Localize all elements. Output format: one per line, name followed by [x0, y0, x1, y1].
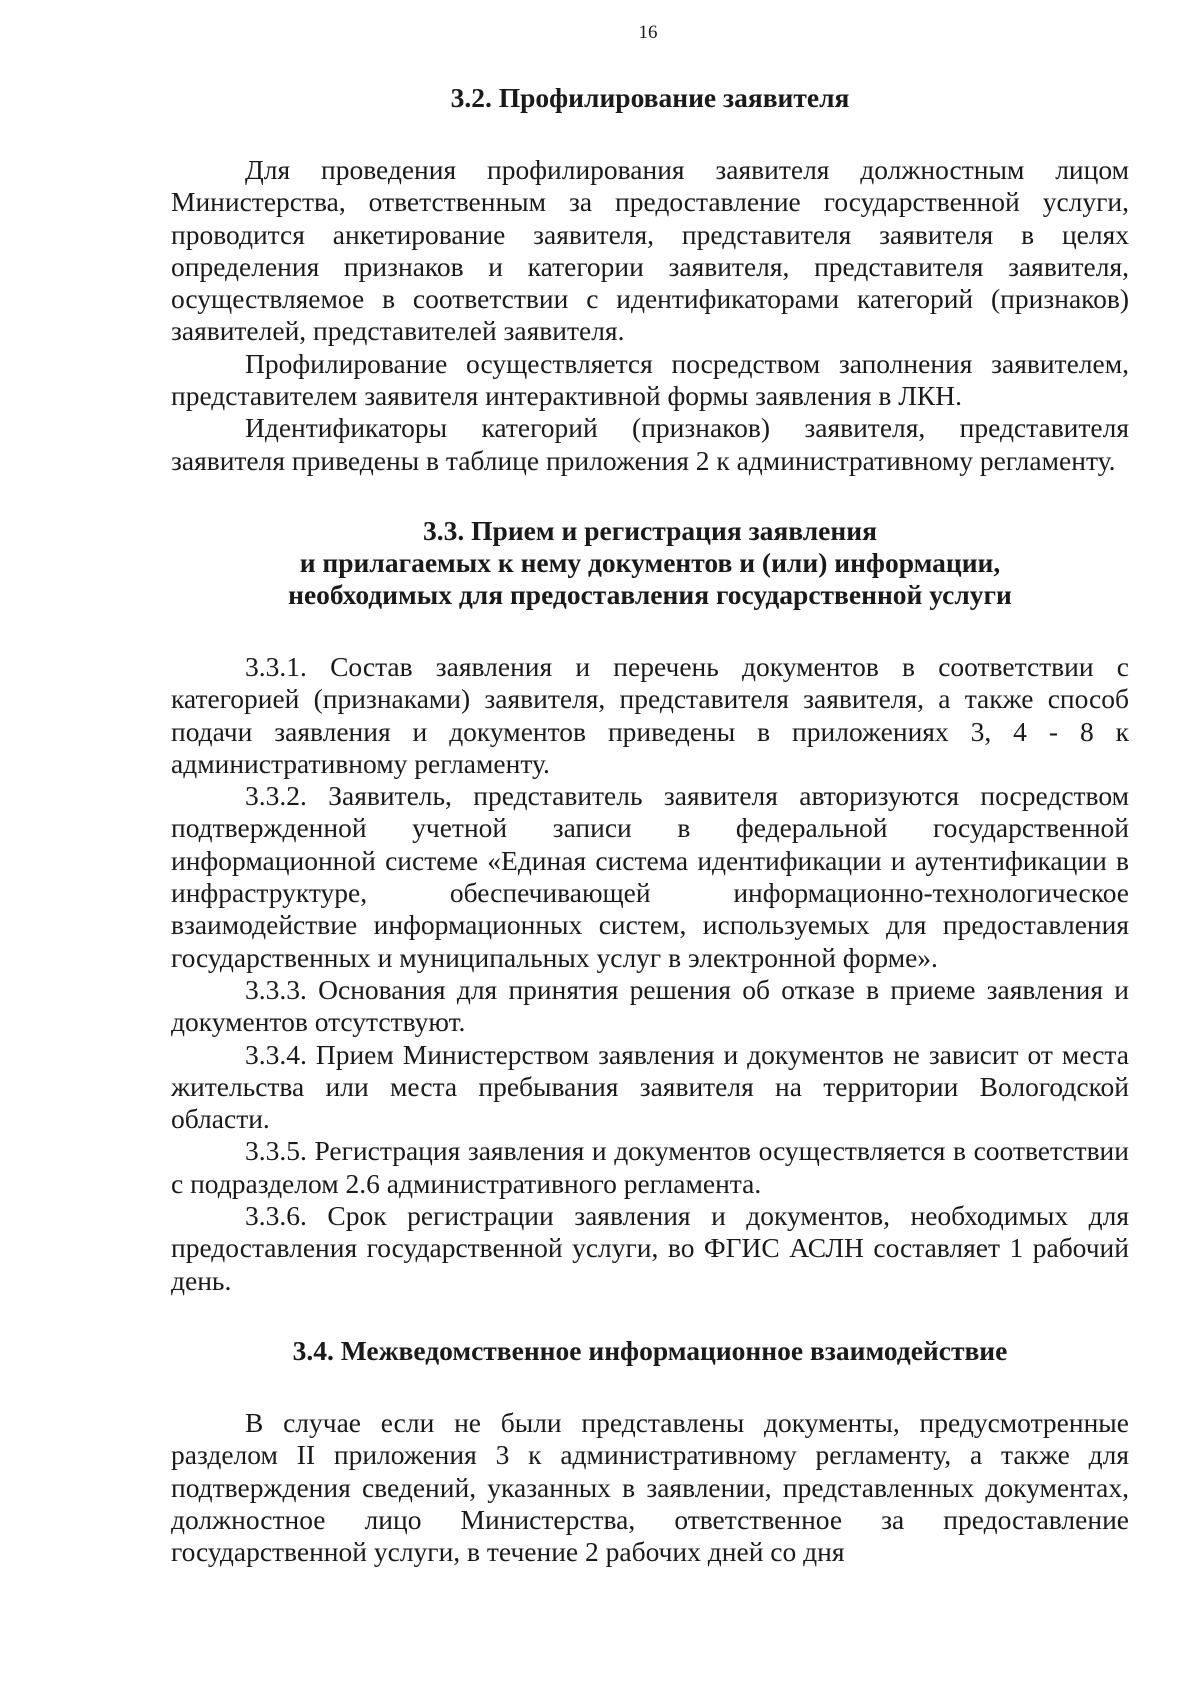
- section-heading: 3.2. Профилирование заявителя: [450, 82, 850, 113]
- paragraph: Идентификаторы категорий (признаков) заявителя, представителя заявителя приведены в таблице приложения 2 к административному регламенту.: [171, 412, 1129, 476]
- paragraph: 3.3.2. Заявитель, представитель заявителя авторизуются посредством подтвержденной учетной записи в федеральной государственной информационной системе «Единая система идентификации и аутентификации в инфраструктуре, обеспечивающей информационно-технологическое взаимодействие информационных систем, используемых для предоставления государственных и муниципальных услуг в электронной форме».: [171, 780, 1129, 973]
- paragraph: Для проведения профилирования заявителя должностным лицом Министерства, ответственным за предоставление государственной услуги, проводится анкетирование заявителя, представителя заявителя в целях определения признаков и категории заявителя, представителя заявителя, осуществляемое в соответствии с идентификаторами категорий (признаков) заявителей, представителей заявителя.: [171, 154, 1129, 347]
- heading-line: 3.3. Прием и регистрация заявления: [423, 514, 877, 546]
- paragraph: 3.3.1. Состав заявления и перечень документов в соответствии с категорией (признаками) заявителя, представителя заявителя, а также способ подачи заявления и документов приведены в приложениях 3, 4 - 8 к административному регламенту.: [171, 650, 1129, 779]
- page-content: [171, 82, 1129, 1568]
- paragraph: 3.3.6. Срок регистрации заявления и документов, необходимых для предоставления государственной услуги, во ФГИС АСЛН составляет 1 рабочий день.: [171, 1200, 1129, 1296]
- heading-line: и прилагаемых к нему документов и (или) информации,: [299, 546, 1001, 578]
- page-number: 16: [638, 22, 658, 43]
- paragraph: 3.3.5. Регистрация заявления и документов осуществляется в соответствии с подразделом 2.6 административного регламента.: [171, 1135, 1129, 1199]
- heading-line: необходимых для предоставления государственной услуги: [288, 578, 1012, 610]
- section-3-3: [171, 515, 1129, 1297]
- section-heading: [171, 515, 1129, 611]
- paragraph: 3.3.3. Основания для принятия решения об отказе в приеме заявления и документов отсутствуют.: [171, 973, 1129, 1038]
- section-heading: 3.4. Межведомственное информационное взаимодействие: [292, 1334, 1008, 1366]
- paragraph: В случае если не были представлены документы, предусмотренные разделом II приложения 3 к административному регламенту, а также для подтверждения сведений, указанных в заявлении, представленных документах, должностное лицо Министерства, ответственное за предоставление государственной услуги, в течение 2 рабочих дней со дня: [171, 1406, 1129, 1568]
- section-3-4: [171, 1335, 1129, 1568]
- section-3-2: [171, 82, 1129, 477]
- paragraph: 3.3.4. Прием Министерством заявления и документов не зависит от места жительства или места пребывания заявителя на территории Вологодской области.: [171, 1038, 1129, 1135]
- paragraph: Профилирование осуществляется посредством заполнения заявителем, представителем заявителя интерактивной формы заявления в ЛКН.: [171, 347, 1129, 412]
